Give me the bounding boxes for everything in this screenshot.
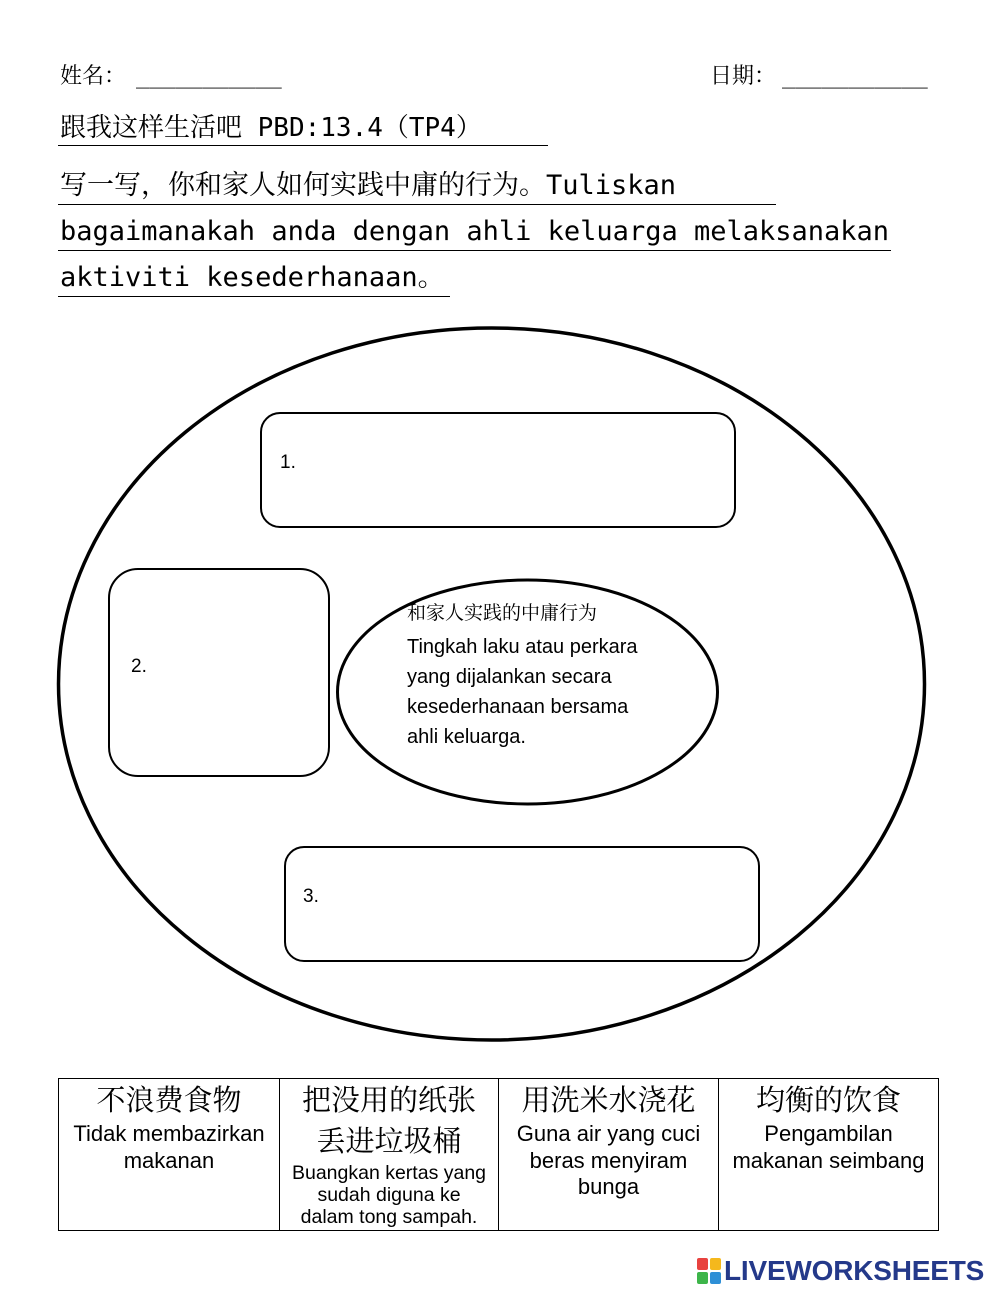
option-cell-3[interactable] — [499, 1079, 719, 1230]
center-description-line: Tingkah laku atau perkara — [407, 636, 638, 658]
option-chinese: 丢进垃圾桶 — [316, 1124, 462, 1158]
logo-tile — [697, 1258, 708, 1270]
option-cell-1[interactable] — [59, 1079, 280, 1230]
lesson-title: 跟我这样生活吧 PBD:13.4（TP4） — [58, 112, 548, 146]
option-cell-4[interactable] — [719, 1079, 938, 1230]
logo-tile — [710, 1272, 721, 1284]
center-heading: 和家人实践的中庸行为 — [407, 603, 598, 624]
center-description-line: ahli keluarga. — [407, 726, 526, 748]
logo-wordmark: LIVEWORKSHEETS — [724, 1255, 985, 1286]
date-field[interactable]: ___________ — [782, 64, 928, 89]
option-malay: bunga — [577, 1174, 640, 1199]
center-description-line: yang dijalankan secara — [407, 666, 612, 688]
answer-box-label: 3. — [303, 886, 319, 907]
option-malay: makanan seimbang — [732, 1147, 925, 1173]
logo-tile — [710, 1258, 721, 1270]
name-label: 姓名： — [60, 64, 127, 89]
option-cell-2[interactable] — [280, 1079, 499, 1230]
option-malay: dalam tong sampah. — [300, 1206, 478, 1228]
answer-box-1[interactable] — [260, 412, 736, 528]
instruction-line-3: aktiviti kesederhanaan。 — [58, 261, 450, 297]
center-description-line: kesederhanaan bersama — [407, 696, 629, 718]
option-malay: Tidak membazirkan — [73, 1121, 265, 1146]
option-malay: sudah diguna ke — [317, 1184, 461, 1206]
option-malay: Guna air yang cuci — [516, 1121, 701, 1146]
instruction-line-2: bagaimanakah anda dengan ahli keluarga melaksanakan — [58, 215, 891, 251]
logo-icon — [697, 1258, 721, 1284]
name-field[interactable]: ___________ — [136, 64, 282, 89]
answer-box-label: 2. — [131, 656, 147, 677]
option-chinese: 不浪费食物 — [96, 1083, 242, 1117]
option-malay: Buangkan kertas yang — [291, 1162, 487, 1184]
answer-box-label: 1. — [280, 452, 296, 473]
option-chinese: 用洗米水浇花 — [521, 1083, 696, 1117]
center-concept — [407, 599, 638, 752]
option-chinese: 均衡的饮食 — [755, 1083, 901, 1117]
option-malay: Pengambilan — [764, 1121, 893, 1146]
instruction-line-1: 写一写，你和家人如何实践中庸的行为。Tuliskan — [58, 169, 776, 205]
option-malay: makanan — [123, 1147, 215, 1173]
answer-box-3[interactable] — [284, 846, 760, 962]
liveworksheets-logo[interactable] — [697, 1256, 984, 1286]
logo-tile — [697, 1272, 708, 1284]
option-malay: beras menyiram — [529, 1147, 688, 1173]
option-chinese: 把没用的纸张 — [301, 1083, 476, 1117]
date-label: 日期： — [710, 64, 777, 89]
answer-box-2[interactable] — [108, 568, 330, 777]
options-table — [58, 1078, 939, 1231]
